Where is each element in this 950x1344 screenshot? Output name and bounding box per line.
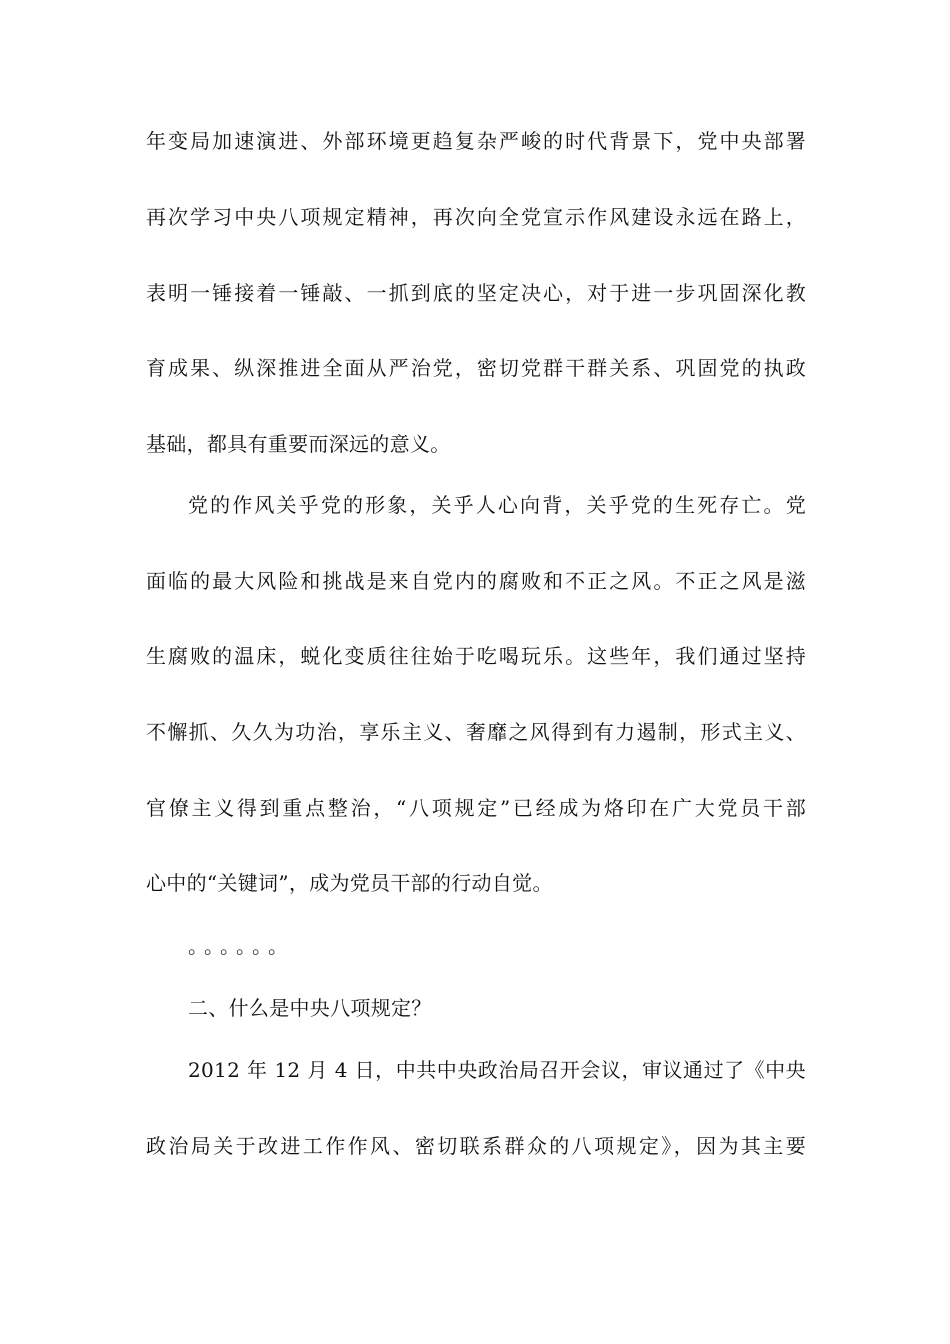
paragraph-2-line-6: 心中的“关键词”，成为党员干部的行动自觉。 (146, 871, 553, 895)
paragraph-3-line-1: 2012 年 12 月 4 日，中共中央政治局召开会议，审议通过了《中央 (188, 1058, 806, 1082)
paragraph-2-line-1: 党的作风关乎党的形象，关乎人心向背，关乎党的生死存亡。党 (188, 493, 806, 517)
paragraph-2-line-2: 面临的最大风险和挑战是来自党内的腐败和不正之风。不正之风是滋 (146, 569, 806, 593)
paragraph-2-line-5: 官僚主义得到重点整治，“八项规定”已经成为烙印在广大党员干部 (146, 796, 806, 820)
paragraph-1-line-5: 基础，都具有重要而深远的意义。 (146, 432, 451, 456)
paragraph-1-line-3: 表明一锤接着一锤敲、一抓到底的坚定决心，对于进一步巩固深化教 (146, 281, 806, 305)
paragraph-1-line-4: 育成果、纵深推进全面从严治党，密切党群干群关系、巩固党的执政 (146, 356, 806, 380)
ellipsis-line: 。。。。。。 (188, 934, 294, 958)
paragraph-1-line-2: 再次学习中央八项规定精神，再次向全党宣示作风建设永远在路上， (146, 205, 806, 229)
paragraph-3-line-2: 政治局关于改进工作作风、密切联系群众的八项规定》，因为其主要 (146, 1134, 806, 1158)
paragraph-2-line-3: 生腐败的温床，蜕化变质往往始于吃喝玩乐。这些年，我们通过坚持 (146, 644, 806, 668)
paragraph-2-line-4: 不懈抓、久久为功治，享乐主义、奢靡之风得到有力遏制，形式主义、 (146, 720, 806, 744)
paragraph-1-line-1: 年变局加速演进、外部环境更趋复杂严峻的时代背景下，党中央部署 (146, 129, 806, 153)
section-heading: 二、什么是中央八项规定？ (188, 996, 432, 1020)
